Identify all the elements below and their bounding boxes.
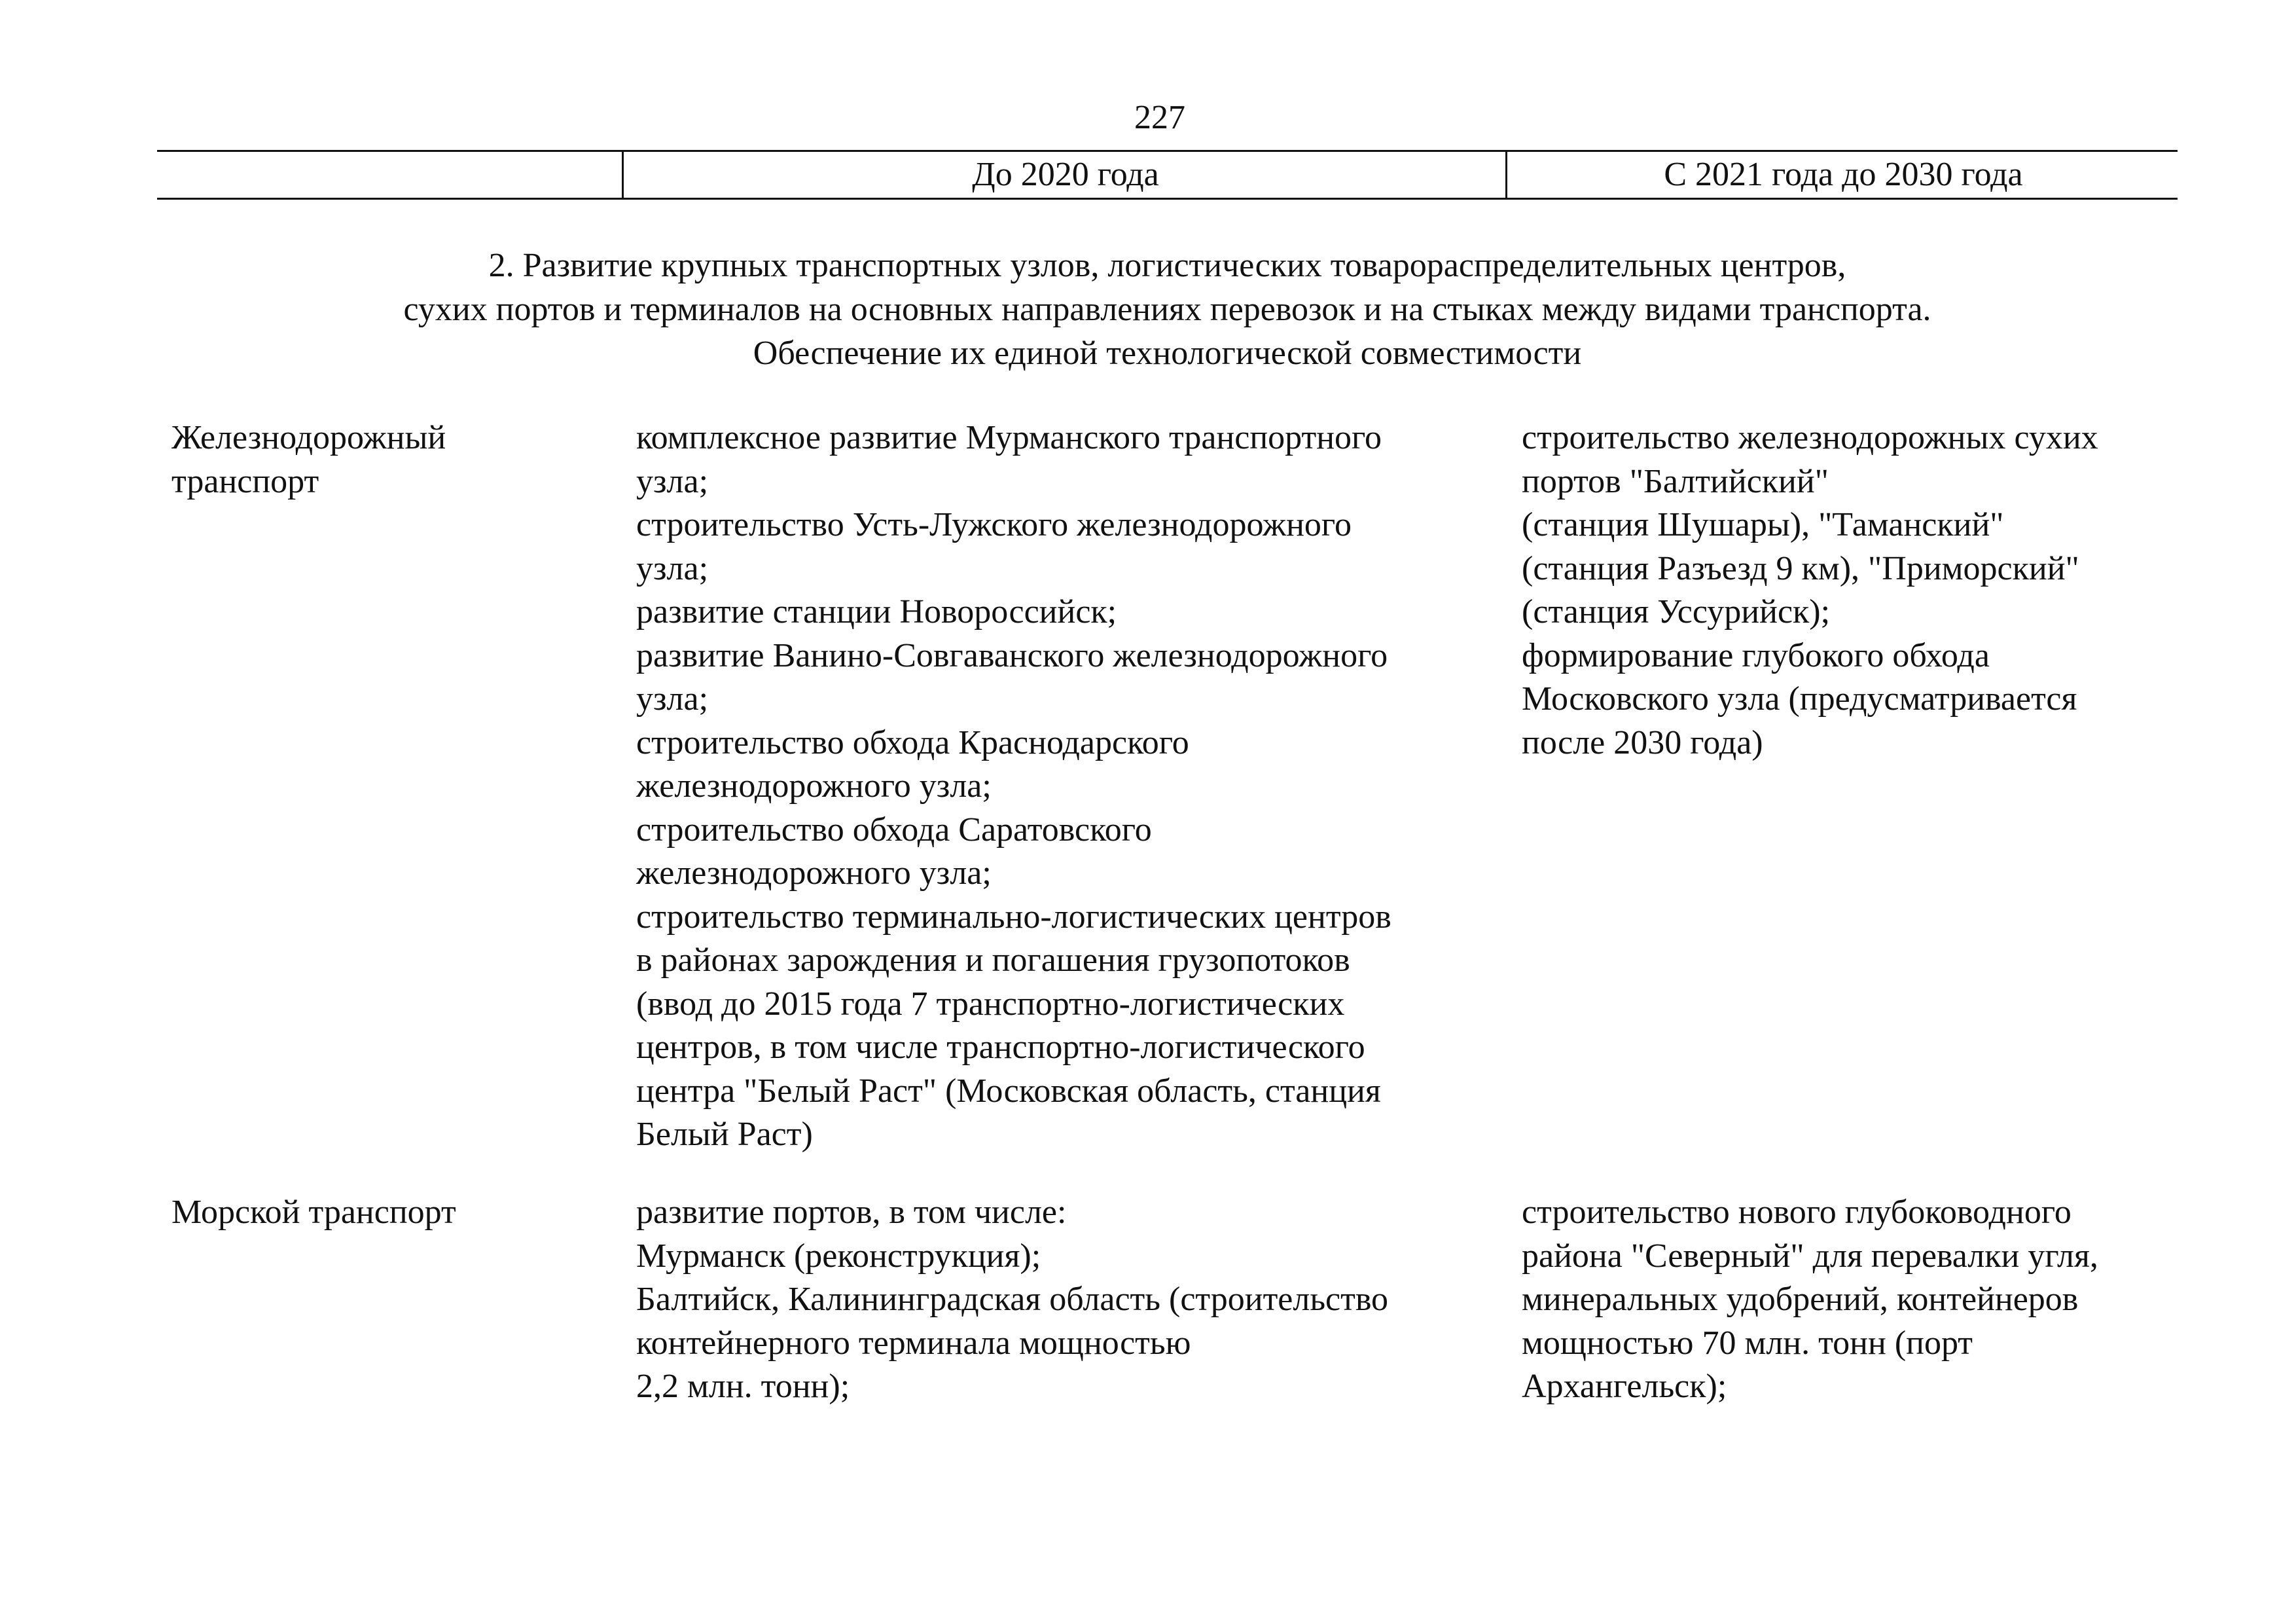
text-line: Мурманск (реконструкция); xyxy=(636,1237,1041,1275)
text-line: контейнерного терминала мощностью xyxy=(636,1324,1191,1362)
text-line: железнодорожного узла; xyxy=(636,854,992,892)
text-line: центра "Белый Раст" (Московская область, станция xyxy=(636,1072,1381,1110)
text-line: Балтийск, Калининградская область (строительство xyxy=(636,1281,1389,1318)
label-line: Железнодорожный xyxy=(171,419,446,456)
text-line: строительство железнодорожных сухих xyxy=(1522,419,2098,456)
section-title-line-1: 2. Развитие крупных транспортных узлов, логистических товарораспределительных центров, xyxy=(488,247,1846,284)
text-line: строительство терминально-логистических центров xyxy=(636,898,1391,936)
text-line: строительство обхода Краснодарского xyxy=(636,723,1189,761)
header-col-category xyxy=(157,152,622,198)
text-line: (станция Шушары), "Таманский" xyxy=(1522,506,2004,543)
column-header-table xyxy=(157,150,2178,200)
text-line: в районах зарождения и погашения грузопотоков xyxy=(636,941,1350,979)
header-col-until-2020: До 2020 года xyxy=(622,152,1507,198)
text-line: мощностью 70 млн. тонн (порт xyxy=(1522,1324,1973,1362)
label-line: Морской транспорт xyxy=(171,1194,456,1231)
cell-2021-2030 xyxy=(1522,416,2189,765)
text-line: узла; xyxy=(636,462,709,500)
text-line: 2,2 млн. тонн); xyxy=(636,1368,850,1405)
header-col-2021-2030: С 2021 года до 2030 года xyxy=(1505,152,2179,198)
cell-until-2020 xyxy=(636,1191,1513,1409)
text-line: строительство обхода Саратовского xyxy=(636,811,1152,848)
text-line: узла; xyxy=(636,549,709,587)
text-line: строительство нового глубоководного xyxy=(1522,1194,2072,1231)
label-line: транспорт xyxy=(171,462,319,500)
text-line: развитие станции Новороссийск; xyxy=(636,593,1117,630)
cell-until-2020 xyxy=(636,416,1513,1157)
text-line: узла; xyxy=(636,680,709,718)
text-line: (станция Уссурийск); xyxy=(1522,593,1831,630)
text-line: минеральных удобрений, контейнеров xyxy=(1522,1281,2079,1318)
page-number-text: 227 xyxy=(1134,99,1185,136)
text-line: (станция Разъезд 9 км), "Приморский" xyxy=(1522,549,2079,587)
text-line: развитие портов, в том числе: xyxy=(636,1194,1067,1231)
text-line: развитие Ванино-Совгаванского железнодорожного xyxy=(636,636,1388,674)
cell-2021-2030 xyxy=(1522,1191,2189,1409)
text-line: портов "Балтийский" xyxy=(1522,462,1829,500)
text-line: Московского узла (предусматривается xyxy=(1522,680,2077,718)
text-line: формирование глубокого обхода xyxy=(1522,636,1990,674)
text-line: комплексное развитие Мурманского транспортного xyxy=(636,419,1382,456)
text-line: Архангельск); xyxy=(1522,1368,1727,1405)
section-title-line-3: Обеспечение их единой технологической совместимости xyxy=(753,335,1582,372)
text-line: района "Северный" для перевалки угля, xyxy=(1522,1237,2098,1275)
row-label xyxy=(171,416,603,503)
text-line: Белый Раст) xyxy=(636,1116,813,1153)
text-line: центров, в том числе транспортно-логистического xyxy=(636,1029,1365,1066)
section-title xyxy=(157,244,2178,375)
text-line: строительство Усть-Лужского железнодорожного xyxy=(636,506,1352,543)
row-label xyxy=(171,1191,603,1235)
section-title-line-2: сухих портов и терминалов на основных направлениях перевозок и на стыках между видами транспорта. xyxy=(403,291,1931,328)
text-line: железнодорожного узла; xyxy=(636,767,992,805)
text-line: после 2030 года) xyxy=(1522,723,1763,761)
text-line: (ввод до 2015 года 7 транспортно-логистических xyxy=(636,985,1345,1023)
